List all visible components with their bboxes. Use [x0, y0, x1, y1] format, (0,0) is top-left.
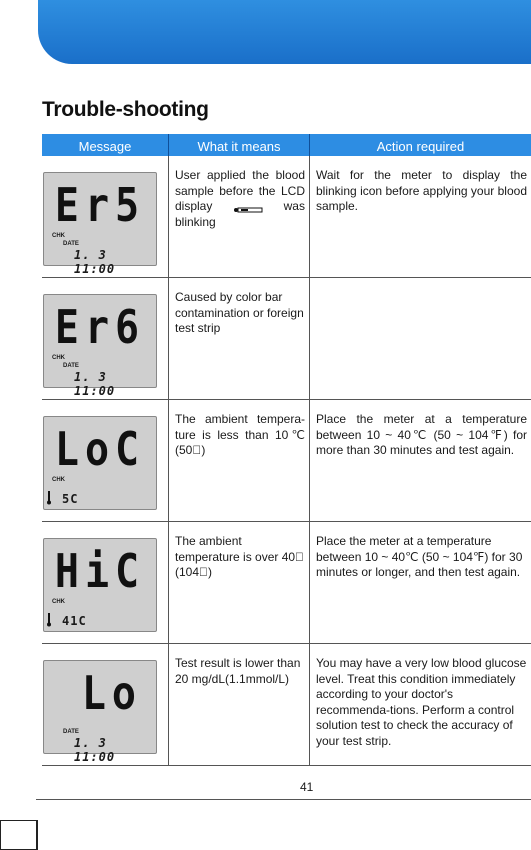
page-number: 41 — [300, 780, 314, 794]
table-row — [42, 278, 531, 400]
lcd-chk-label: CHK — [52, 477, 65, 483]
meaning-cell: The ambient tempera-ture is less than 10℃ (50 ) — [168, 400, 309, 521]
lcd-display — [43, 172, 157, 276]
table-row — [42, 400, 531, 522]
meaning-cell: Caused by color bar contamination or foreign test strip — [168, 278, 309, 399]
lcd-display — [43, 660, 157, 764]
table-row — [42, 644, 531, 766]
meaning-text: User applied the blood sample before the LCD display — [175, 168, 305, 213]
message-cell — [42, 156, 168, 277]
message-cell — [42, 644, 168, 765]
meaning-text-end: was blinking — [175, 199, 305, 229]
lcd-temperature: 5C — [62, 492, 79, 506]
lcd-result-low: Lo — [81, 667, 142, 721]
lcd-temperature: 41C — [62, 614, 87, 628]
lcd-date-label: DATE — [63, 363, 79, 369]
action-cell: You may have a very low blood glucose level. Treat this condition immediately according to your doctor's recommenda-tions. Perform a control solution test to check the accuracy of your test strip. — [309, 644, 531, 765]
lcd-display — [43, 294, 157, 398]
header-message: Message — [78, 138, 132, 154]
lcd-date-label: DATE — [63, 241, 79, 247]
table-row — [42, 156, 531, 278]
meaning-cell: Test result is lower than 20 mg/dL(1.1mmol/L) — [168, 644, 309, 765]
action-cell: Wait for the meter to display the blinking icon before applying your blood sample. — [309, 156, 531, 277]
lcd-error-code: HiC — [54, 545, 146, 599]
lcd-date-time: 1. 3 11:00 — [74, 248, 116, 276]
lcd-error-code: Er5 — [54, 179, 146, 233]
table-header — [42, 134, 531, 156]
lcd-date-time: 1. 3 11:00 — [74, 370, 116, 398]
lcd-display — [43, 416, 157, 510]
page-title: Trouble-shooting — [42, 98, 209, 121]
footer-tab — [0, 820, 38, 850]
message-cell — [42, 400, 168, 521]
action-cell: Place the meter at a temperature between 10 ~ 40℃ (50 ~ 104℉) for more than 30 minutes and test again. — [309, 400, 531, 521]
action-cell — [309, 278, 531, 399]
lcd-error-code: LoC — [54, 423, 146, 477]
thermometer-icon — [47, 613, 51, 627]
troubleshooting-table — [42, 134, 531, 766]
lcd-chk-label: CHK — [52, 233, 65, 239]
message-cell — [42, 278, 168, 399]
lcd-chk-label: CHK — [52, 599, 65, 605]
lcd-display — [43, 538, 157, 632]
lcd-chk-label: CHK — [52, 355, 65, 361]
header-banner — [38, 0, 531, 64]
meaning-cell: The ambient temperature is over 40  (104 ) — [168, 522, 309, 643]
table-row — [42, 522, 531, 644]
test-strip-icon — [233, 203, 263, 211]
thermometer-icon — [47, 491, 51, 505]
meaning-cell — [168, 156, 309, 277]
footer-rule — [36, 799, 531, 800]
header-what-it-means: What it means — [168, 134, 309, 156]
lcd-date-time: 1. 3 11:00 — [74, 736, 116, 764]
header-action-required: Action required — [309, 134, 531, 156]
lcd-error-code: Er6 — [54, 301, 146, 355]
message-cell — [42, 522, 168, 643]
action-cell: Place the meter at a temperature between 10 ~ 40℃ (50 ~ 104℉) for 30 minutes or longer, and then test again. — [309, 522, 531, 643]
lcd-date-label: DATE — [63, 729, 79, 735]
